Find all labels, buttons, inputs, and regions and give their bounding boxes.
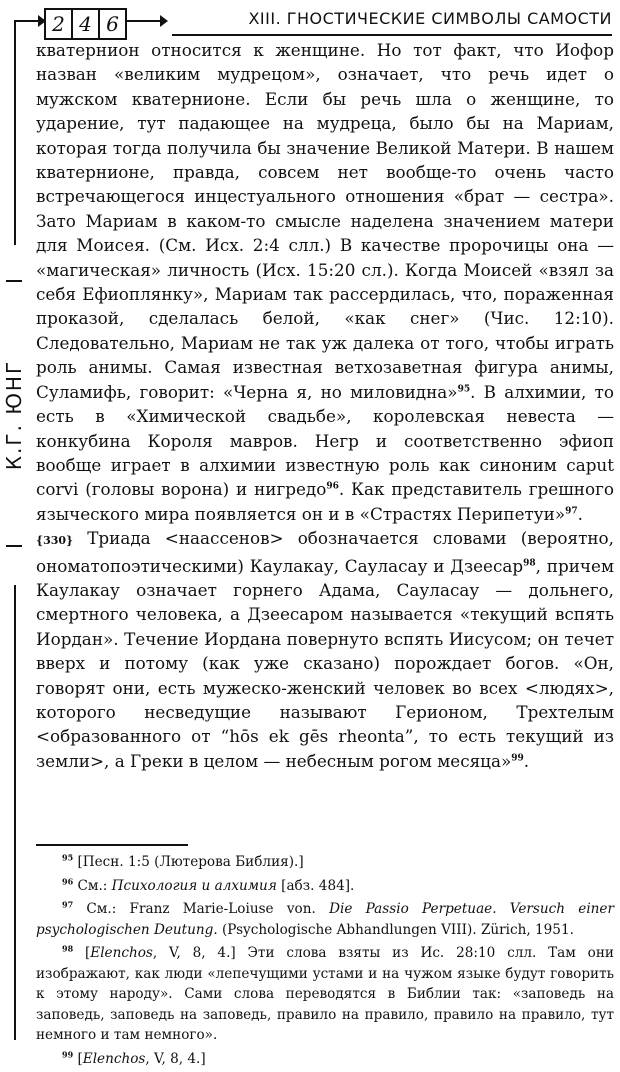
margin-bracket-top xyxy=(6,280,22,282)
footnote-number: 97 xyxy=(62,899,74,910)
header-arrow-left xyxy=(14,20,44,22)
paragraph-number: {330} xyxy=(36,534,74,548)
margin-rule-top xyxy=(14,20,16,245)
footnote-number: 95 xyxy=(62,852,74,863)
footnote-number: 98 xyxy=(62,943,74,954)
footnote-text: См.: Franz Marie-Loiuse von. xyxy=(86,901,330,917)
footnote-text: [Песн. 1:5 (Лютерова Библия).] xyxy=(77,854,304,870)
paragraph xyxy=(36,526,614,773)
header-arrow-right xyxy=(126,20,166,22)
footnote xyxy=(36,1049,614,1070)
main-text xyxy=(36,38,614,773)
footnote-number: 99 xyxy=(62,1048,74,1059)
footnote-text: . (Psychologische Abhandlungen VIII). Zürich, 1951. xyxy=(213,921,574,938)
footnote-ref[interactable]: 98 xyxy=(523,557,536,568)
paragraph xyxy=(36,38,614,526)
footnote-text: , V, 8, 4.] Эти слова взяты из Ис. 28:10 слл. Там они изображают, как люди «лепечущими устами и на чужом языке будут говорить к этому народу». Сами слова переводятся в Библии так: «заповедь на заповедь, заповедь на заповедь, правило на правило, правило на правило, тут немного и там немного». xyxy=(36,945,614,1043)
text-run: кватернион относится к женщине. Но тот факт, что Иофор назван «великим мудрецом», означает, что речь идет о мужском кватернионе. Если бы речь шла о женщине, то ударение, тут падающее на мудреца, было бы на Мариам, которая тогда получила бы значение Великой Матери. В нашем кватернионе, правда, совсем нет вообще-то очень часто встречающегося инцестуального отношения «брат — сестра». Зато Мариам в каком-то смысле наделена значением матери для Моисея. (См. Исх. 2:4 слл.) В качестве пророчицы она — «магическая» личность (Исх. 15:20 сл.). Когда Моисей «взял за себя Ефиоплянку», Мариам так рассердилась, что, пораженная проказой, сделалась белой, «как снег» (Чис. 12:10). Следовательно, Мариам не так уж далека от того, чтобы играть роль анимы. Самая известная ветхозаветная фигура анимы, Суламифь, говорит: «Черна я, но миловидна» xyxy=(36,40,614,402)
footnote-text: См.: xyxy=(77,877,112,894)
page-number xyxy=(44,8,125,40)
footnote-ref[interactable]: 96 xyxy=(326,481,339,492)
footnote-ref[interactable]: 97 xyxy=(565,506,578,517)
author-name-vertical xyxy=(2,300,26,530)
page-digit: 4 xyxy=(71,8,100,40)
margin-bracket-bottom xyxy=(6,545,22,547)
footnote-text: [ xyxy=(77,1050,83,1067)
running-head: XIII. ГНОСТИЧЕСКИЕ СИМВОЛЫ САМОСТИ xyxy=(248,9,612,28)
footnote xyxy=(36,852,614,873)
text-run: . xyxy=(577,503,583,524)
text-run: Триада <наассенов> обозначается словами (вероятно, ономатопоэтическими) Каулакау, Сауласау и Дзеесар xyxy=(36,528,614,576)
footnote-text: [абз. 484]. xyxy=(276,877,355,894)
footnote-title: Elenchos xyxy=(90,945,153,961)
footnote-ref[interactable]: 95 xyxy=(457,384,471,395)
footnote xyxy=(36,899,614,940)
footnote-title: Die Passio Perpetuae. Versuch einer psychologischen Deutung xyxy=(36,901,614,938)
page-digit: 6 xyxy=(98,8,127,40)
margin-rule-bottom xyxy=(14,585,16,1040)
footnote-text: , V, 8, 4.] xyxy=(145,1050,206,1067)
text-run: . В алхимии, то есть в «Химической свадьбе», королевская невеста — конкубина Короля мавров. Негр и соответственно эфиоп вообще играет в алхимии известную роль как синоним caput corvi (головы ворона) и нигредо xyxy=(36,381,614,500)
text-run: , причем Каулакау означает горнего Адама, Сауласау — дольнего, смертного человека, а Дзеесаром называется «текущий вспять Иордан». Течение Иордана повернуто вспять Иисусом; он течет вверх и потому (как уже сказано) порождает богов. «Он, говорят они, есть мужеско-женский человек во всех <людях>, которого несведущие называют Герионом, Трехтелым <образованного от “hōs ek gēs rheonta”, то есть текущий из земли>, а Греки в целом — небесным рогом месяца» xyxy=(36,555,615,771)
footnote-rule xyxy=(36,844,188,846)
footnote xyxy=(36,943,614,1046)
footnote xyxy=(36,876,614,897)
footnotes xyxy=(36,852,614,1072)
footnote-title: Elenchos xyxy=(82,1050,146,1067)
text-run: . xyxy=(523,750,530,771)
footnote-number: 96 xyxy=(62,875,74,886)
text-run: . Как представитель грешного языческого мира появляется он и в «Страстях Перипетуи» xyxy=(36,479,614,524)
author-name: К.Г. ЮНГ xyxy=(2,359,27,471)
footnote-text: [ xyxy=(84,945,91,961)
footnote-title: Психология и алхимия xyxy=(111,877,277,894)
footnote-ref[interactable]: 99 xyxy=(511,753,524,764)
page-digit: 2 xyxy=(44,8,73,40)
header-rule xyxy=(172,34,612,36)
